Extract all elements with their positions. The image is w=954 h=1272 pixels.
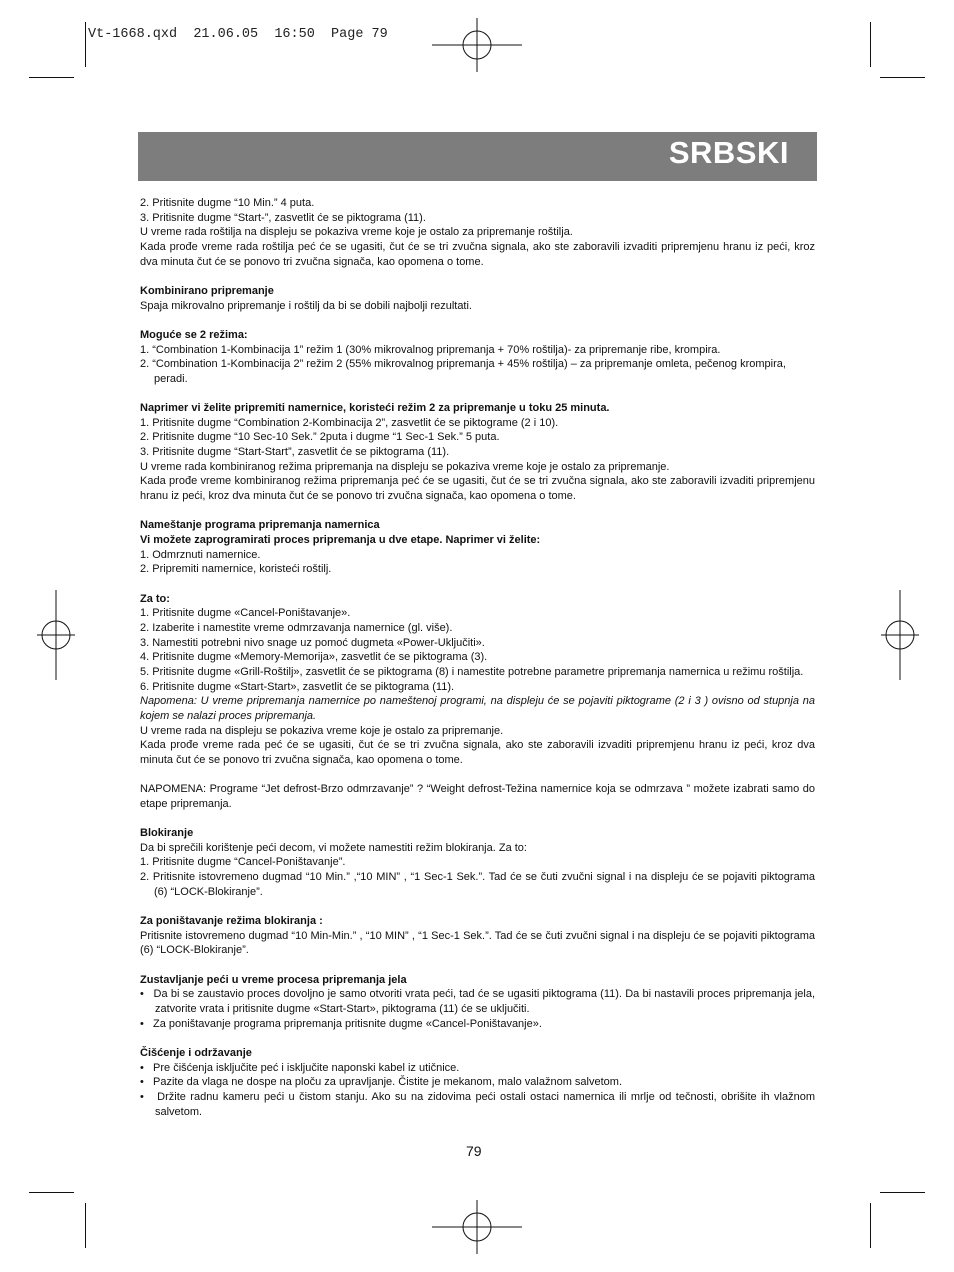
paragraph: 3. Pritisnite dugme “Start-”, zasvetlit će se piktograma (11).: [140, 211, 426, 224]
crop-mark: [29, 1192, 74, 1193]
list-item: 2. Izaberite i namestite vreme odmrzavanja namernice (gl. više).: [140, 621, 453, 634]
paragraph: Spaja mikrovalno pripremanje i roštilj da bi se dobili najbolji rezultati.: [140, 299, 472, 312]
list-item: 3. Pritisnite dugme “Start-Start”, zasvetlit će se piktograma (11).: [140, 446, 450, 459]
list-item: 2. Pritisnite dugme “10 Sec-10 Sek.” 2puta i dugme “1 Sec-1 Sek.” 5 puta.: [140, 431, 500, 444]
section-heading: Moguće se 2 režima:: [140, 328, 248, 341]
bullet-text: Držite radnu kameru peći u čistom stanju. Ako su na zidovima peći ostali ostaci namernica ili mrlje od tečnosti, obrišite ih vlažnom salvetom.: [155, 1090, 815, 1118]
bullet-icon: •: [140, 1076, 144, 1089]
paragraph: Kada prođe vreme rada roštilja peć će se ugasiti, čut će se tri zvučna signala, ako ste zaboravili izvaditi pripremjenu hranu iz peći, kroz dva minuta čut će se ponovo tri zvučna signača, kao opomena o tome.: [140, 240, 815, 268]
paragraph: Da bi sprečili korištenje peći decom, vi možete namestiti režim blokiranja. Za to:: [140, 841, 527, 854]
section-heading: Blokiranje: [140, 827, 194, 840]
registration-mark-icon: [37, 590, 75, 680]
print-slug: Vt-1668.qxd 21.06.05 16:50 Page 79: [88, 27, 388, 42]
bullet-text: Za poništavanje programa pripremanja pritisnite dugme «Cancel-Poništavanje».: [153, 1017, 542, 1030]
list-item: 1. Pritisnite dugme “Combination 2-Kombinacija 2”, zasvetlit će se piktograme (2 i 10).: [140, 416, 559, 429]
crop-mark: [880, 1192, 925, 1193]
bullet-item: [140, 1075, 815, 1090]
section-heading: Za poništavanje režima blokiranja :: [140, 915, 323, 928]
list-item: 4. Pritisnite dugme «Memory-Memorija», zasvetlit će se piktograma (3).: [140, 651, 488, 664]
list-item: 1. Pritisnite dugme «Cancel-Poništavanje».: [140, 607, 351, 620]
bullet-item: [140, 1061, 815, 1076]
note-text: Napomena: U vreme pripremanja namernice po nameštenoj programi, na displeju će se pojaviti piktograme (2 i 3 ) ovisno od stupnja na kojem se nalazi proces pripremanja.: [140, 695, 815, 722]
section-heading: Naprimer vi želite pripremiti namernice, koristeći režim 2 za pripremanje u toku 25 minuta.: [140, 402, 610, 415]
bullet-icon: •: [140, 988, 144, 1001]
bullet-item: [140, 1017, 815, 1032]
page-title: SRBSKI: [668, 135, 789, 170]
list-item: 1. Pritisnite dugme “Cancel-Poništavanje”.: [140, 856, 346, 869]
crop-mark: [870, 1203, 871, 1248]
list-item: 1. Odmrznuti namernice.: [140, 548, 261, 561]
section-heading: Čišćenje i održavanje: [140, 1046, 252, 1059]
registration-mark-icon: [432, 1200, 522, 1254]
bullet-icon: •: [140, 1017, 144, 1030]
paragraph: Kada prođe vreme rada peć će se ugasiti, čut će se tri zvučna signala, ako ste zaboravili izvaditi pripremjenu hranu iz peći, kroz dva minuta čut će se ponovo tri zvučna signača, kao opomena o tome.: [140, 739, 815, 766]
page-content: [140, 196, 815, 1119]
section-heading: Nameštanje programa pripremanja namernica: [140, 519, 380, 532]
bullet-text: Pazite da vlaga ne dospe na ploču za upravljanje. Čistite je mekanom, malo valažnom salvetom.: [153, 1076, 623, 1089]
section-subheading: Vi možete zaprogramirati proces pripremanja u dve etape. Naprimer vi želite:: [140, 534, 541, 547]
page-number: 79: [466, 1143, 482, 1159]
paragraph: U vreme rada roštilja na displeju se pokaziva vreme koje je ostalo za pripremanje roštilja.: [140, 226, 573, 239]
language-banner: [138, 132, 817, 181]
registration-mark-icon: [432, 18, 522, 72]
paragraph: Pritisnite istovremeno dugmad “10 Min-Min.” , “10 MIN” , “1 Sec-1 Sek.”. Tad će se čuti zvučni signal i na displeju će se pojaviti piktograma (6) “LOCK-Blokiranje”.: [140, 929, 815, 957]
bullet-icon: •: [140, 1061, 144, 1074]
list-item: 2. Pritisnite istovremeno dugmad “10 Min.” ,“10 MIN” , “1 Sec-1 Sek.”. Tad će se čuti zvučni signal i na displeju će se pojaviti piktograma (6) “LOCK-Blokiranje”.: [140, 871, 815, 898]
crop-mark: [85, 22, 86, 67]
list-item: 2. Pripremiti namernice, koristeći roštilj.: [140, 563, 332, 576]
crop-mark: [85, 1203, 86, 1248]
bullet-item: [140, 987, 815, 1016]
bullet-text: Da bi se zaustavio proces dovoljno je samo otvoriti vrata peći, tad će se ugasiti piktograma (11). Da bi nastavili proces pripremanja jela, zatvorite vrata i pritisnite dugme «Start-Start», piktograma (11) će se uključiti.: [153, 988, 815, 1015]
paragraph: Kada prođe vreme kombiniranog režima pripremanja peć će se ugasiti, čut će se tri zvučna signala, ako ste zaboravili izvaditi pripremjenu hranu iz peći, kroz dva minuta čut će se ponovo tri zvučna signača, kao opomena o tome.: [140, 475, 815, 503]
section-heading: Zustavljanje peći u vreme procesa pripremanja jela: [140, 973, 407, 986]
paragraph: U vreme rada kombiniranog režima pripremanja na displeju se pokaziva vreme koje je ostalo za pripremanje.: [140, 460, 670, 473]
list-item: 2. “Combination 1-Kombinacija 2” režim 2 (55% mikrovalnog pripremanja + 45% roštilja) – za pripremanje omleta, pečenog krompira, peradi.: [140, 358, 786, 385]
paragraph: U vreme rada na displeju se pokaziva vreme koje je ostalo za pripremanje.: [140, 724, 504, 737]
crop-mark: [870, 22, 871, 67]
section-heading: Kombinirano pripremanje: [140, 284, 274, 297]
bullet-icon: •: [140, 1090, 144, 1103]
bullet-text: Pre čišćenja isključite peć i isključite naponski kabel iz utičnice.: [153, 1061, 460, 1074]
paragraph: 2. Pritisnite dugme “10 Min.” 4 puta.: [140, 197, 315, 209]
crop-mark: [880, 77, 925, 78]
list-item: 3. Namestiti potrebni nivo snage uz pomoć dugmeta «Power-Uključiti».: [140, 636, 485, 649]
registration-mark-icon: [881, 590, 919, 680]
bullet-item: [140, 1090, 815, 1119]
list-item: 1. “Combination 1-Kombinacija 1” režim 1 (30% mikrovalnog pripremanja + 70% roštilja)- za pripremanje ribe, krompira.: [140, 343, 721, 356]
section-heading: Za to:: [140, 592, 170, 605]
list-item: 5. Pritisnite dugme «Grill-Roštilj», zasvetlit će se piktograma (8) i namestite potrebne parametre pripremanja namernica u režimu roštilja.: [140, 665, 804, 678]
list-item: 6. Pritisnite dugme «Start-Start», zasvetlit će se piktograma (11).: [140, 680, 455, 693]
crop-mark: [29, 77, 74, 78]
napomena-text: NAPOMENA: Programe “Jet defrost-Brzo odmrzavanje” ? “Weight defrost-Težina namernice koja se odmrzava ” možete izabrati samo do etape pripremanja.: [140, 783, 815, 810]
